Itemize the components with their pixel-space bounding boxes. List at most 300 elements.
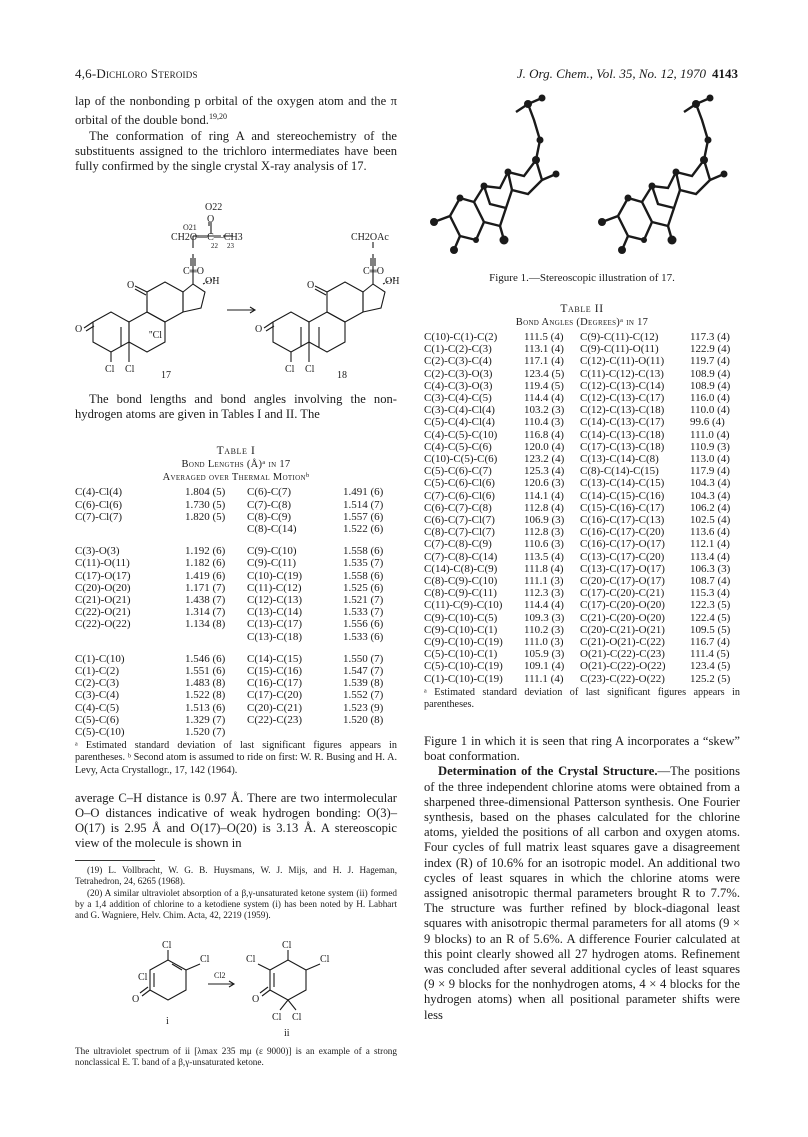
angle-left: C(7)-C(8)-C(9) — [424, 538, 492, 551]
label-cl7-17: ''Cl — [149, 330, 163, 341]
length-left: 1.804 (5) — [185, 486, 226, 499]
value-right: 108.9 (4) — [690, 367, 731, 380]
value-right: 122.3 (5) — [690, 599, 731, 612]
value-left: 113.5 (4) — [524, 550, 564, 563]
value-right: 113.0 (4) — [690, 453, 730, 466]
label-carbonyl-18: C═O — [363, 266, 384, 277]
angle-right: O(21)-C(22)-C(23) — [580, 648, 665, 661]
value-right: 102.5 (4) — [690, 514, 731, 527]
length-right: 1.525 (6) — [343, 581, 384, 594]
table-row — [424, 636, 740, 648]
angle-left: C(5)-C(10)-C(1) — [424, 648, 498, 661]
bond-right: C(13)-C(17) — [247, 618, 302, 631]
paragraph-crystal-structure: Determination of the Crystal Structure.—The positions of the three independent chlorine atoms were obtained from a sharpened three-dimensional Patterson synthesis. One Fourier synthesis, based on the phases calculated for the chlorine atoms, yielded the positions of all carbon and oxygen atoms. Four cycles of full matrix least squares gave a disagreement index (R) of 10.6% for an isotropic model. An additional two cycles of least squares in which the chlorine atoms were assigned anisotropic thermal parameters brought R to 7.7%. The structure was further refined by block-diagonal least squares with anisotropic thermal parameters for all atoms (9 × 9 blocks) to an R of 5.6%. A difference Fourier calculated at this point clearly showed all 27 hydrogen atoms. Refinement was concluded after several additional cycles of least squares (9 × 9 blocks for the nonhydrogen atoms, 4 × 4 blocks for the hydrogen atoms) when all positional parameter shifts were less — [424, 764, 741, 1022]
label-ch2o-group: CH2O—C—CH3 — [171, 232, 243, 243]
length-right: 1.533 (7) — [343, 606, 384, 619]
length-right: 1.539 (8) — [343, 677, 384, 690]
table-row — [75, 631, 397, 643]
label-ch2oac: CH2OAc — [351, 232, 389, 243]
value-left: 111.1 (3) — [524, 575, 564, 588]
value-right: 122.9 (4) — [690, 343, 731, 356]
value-left: 110.6 (3) — [524, 538, 564, 551]
length-right: 1.520 (8) — [343, 713, 384, 726]
ii-cl-bottom-a: Cl — [272, 1012, 282, 1023]
length-left: 1.520 (7) — [185, 726, 226, 739]
value-left: 119.4 (5) — [524, 379, 564, 392]
angle-left: C(14)-C(8)-C(9) — [424, 562, 498, 575]
ii-cl-right: Cl — [320, 954, 330, 965]
length-left: 1.329 (7) — [185, 713, 226, 726]
angle-right: C(17)-C(20)-O(20) — [580, 599, 665, 612]
table-row — [424, 660, 740, 672]
value-right: 99.6 (4) — [690, 416, 725, 429]
value-left: 111.8 (4) — [524, 562, 564, 575]
length-right: 1.557 (6) — [343, 510, 384, 523]
angle-left: C(1)-C(2)-C(3) — [424, 343, 492, 356]
value-right: 110.0 (4) — [690, 404, 730, 417]
table2-title: Bond Angles (Degrees)ᵃ in 17 — [515, 317, 649, 328]
label-cl6-17: Cl — [125, 364, 135, 375]
value-left: 120.6 (3) — [524, 477, 565, 490]
value-left: 112.8 (3) — [524, 526, 564, 539]
bond-right: C(16)-C(17) — [247, 677, 302, 690]
angle-right: C(16)-C(17)-C(13) — [580, 514, 665, 527]
value-right: 109.5 (5) — [690, 623, 731, 636]
length-left: 1.730 (5) — [185, 498, 226, 511]
value-left: 114.1 (4) — [524, 489, 564, 502]
value-right: 116.0 (4) — [690, 392, 730, 405]
value-right: 111.4 (5) — [690, 648, 730, 661]
i-cl-left: Cl — [138, 972, 148, 983]
table-row — [424, 429, 740, 441]
length-right: 1.535 (7) — [343, 557, 384, 570]
angle-right: C(12)-C(13)-C(14) — [580, 379, 665, 392]
table-row — [75, 511, 397, 523]
label-carbonyl-17: C═O — [183, 266, 204, 277]
table1-subtitle: Averaged over Thermal Motionᵇ — [162, 472, 310, 484]
length-left: 1.419 (6) — [185, 569, 226, 582]
angle-right: C(13)-C(17)-C(20) — [580, 550, 665, 563]
angle-left: C(8)-C(9)-C(10) — [424, 575, 498, 588]
reference-20: (20) A similar ultraviolet absorption of a β,γ-unsaturated ketone system (ii) formed by a 1,4 addition of chlorine to a ketodiene system (i) has been noted by H. Labhart and G. Wagniere, Helv. Chim. Acta, 42, 2219 (1959). — [75, 887, 397, 920]
angle-right: C(11)-C(12)-C(13) — [580, 367, 664, 380]
value-right: 104.3 (4) — [690, 477, 731, 490]
angle-right: C(14)-C(15)-C(16) — [580, 489, 665, 502]
label-o22: O22 — [205, 202, 223, 213]
angle-left: C(8)-C(7)-Cl(7) — [424, 526, 495, 539]
value-right: 112.1 (4) — [690, 538, 730, 551]
bond-right: C(8)-C(9) — [247, 510, 291, 523]
angle-left: C(6)-C(7)-Cl(7) — [424, 514, 495, 527]
table-row — [424, 343, 740, 355]
table-row — [424, 416, 740, 428]
value-right: 113.4 (4) — [690, 550, 730, 563]
bond-right: C(13)-C(14) — [247, 606, 302, 619]
bond-right: C(11)-C(12) — [247, 581, 302, 594]
table-row — [424, 612, 740, 624]
table-spacer — [75, 535, 397, 545]
label-cl4-18: Cl — [285, 364, 295, 375]
length-right: 1.523 (9) — [343, 701, 384, 714]
table-row — [75, 702, 397, 714]
bond-right: C(12)-C(13) — [247, 594, 302, 607]
value-left: 105.9 (3) — [524, 648, 565, 661]
angle-left: C(6)-C(7)-C(8) — [424, 501, 492, 514]
table-row — [424, 392, 740, 404]
bond-left — [75, 631, 185, 643]
value-right: 123.4 (5) — [690, 660, 731, 673]
section-heading: Determination of the Crystal Structure. — [438, 764, 658, 779]
length-left: 1.483 (8) — [185, 677, 226, 690]
value-right: 117.9 (4) — [690, 465, 730, 478]
table2-block — [424, 302, 740, 711]
angle-right: C(14)-C(13)-C(17) — [580, 416, 665, 429]
value-left: 116.8 (4) — [524, 428, 564, 441]
angle-left: C(4)-C(5)-C(10) — [424, 428, 498, 441]
bond-left: C(4)-C(5) — [75, 701, 119, 714]
value-left: 120.0 (4) — [524, 440, 565, 453]
value-right: 115.3 (4) — [690, 587, 730, 600]
value-right: 111.0 (4) — [690, 428, 730, 441]
length-left: 1.134 (8) — [185, 618, 226, 631]
table-spacer — [75, 643, 397, 653]
bond-left: C(1)-C(2) — [75, 665, 119, 678]
value-left: 111.5 (4) — [524, 331, 564, 343]
bond-right: C(10)-C(19) — [247, 569, 302, 582]
length-left: 1.182 (6) — [185, 557, 226, 570]
angle-right: C(15)-C(16)-C(17) — [580, 501, 665, 514]
table-row — [75, 570, 397, 582]
compound-ii-label: ii — [284, 1028, 290, 1039]
angle-right: O(21)-C(22)-O(22) — [580, 660, 666, 673]
figure1-caption: Figure 1.—Stereoscopic illustration of 17. — [489, 272, 675, 284]
bond-left: C(21)-O(21) — [75, 594, 131, 607]
label-oh-18: OH — [385, 276, 400, 287]
angle-left: C(5)-C(4)-Cl(4) — [424, 416, 495, 429]
table-row — [424, 490, 740, 502]
table-row — [75, 557, 397, 569]
angle-right: C(17)-C(20)-C(21) — [580, 587, 665, 600]
length-right: 1.533 (6) — [343, 630, 384, 643]
bond-left: C(3)-C(4) — [75, 689, 119, 702]
label-23: 23 — [227, 242, 234, 250]
table-row — [75, 726, 397, 738]
left-column-lower — [75, 392, 397, 921]
table-row — [424, 526, 740, 538]
value-right: 117.3 (4) — [690, 331, 730, 343]
angle-right: C(9)-C(11)-O(11) — [580, 343, 659, 356]
bond-right: C(20)-C(21) — [247, 701, 302, 714]
angle-right: C(8)-C(14)-C(15) — [580, 465, 659, 478]
angle-left: C(9)-C(10)-C(1) — [424, 623, 498, 636]
value-left: 113.1 (4) — [524, 343, 564, 356]
bond-left: C(5)-C(10) — [75, 726, 125, 739]
value-right: 106.3 (3) — [690, 562, 731, 575]
paragraph-bond-lengths: The bond lengths and bond angles involving the non-hydrogen atoms are given in Tables I and II. The — [75, 392, 397, 422]
bond-left: C(2)-C(3) — [75, 677, 119, 690]
label-cl4-17: Cl — [105, 364, 115, 375]
length-left: 1.171 (7) — [185, 581, 226, 594]
length-left — [185, 523, 247, 535]
i-cl-top: Cl — [162, 940, 172, 951]
table1-title: Bond Lengths (Å)ᵃ in 17 — [181, 459, 291, 471]
label-cl6-18: Cl — [305, 364, 315, 375]
length-right — [343, 726, 397, 738]
length-left: 1.551 (6) — [185, 665, 226, 678]
angle-right: C(12)-C(11)-O(11) — [580, 355, 665, 368]
bond-left: C(20)-O(20) — [75, 581, 131, 594]
angle-left: C(9)-C(10)-C(5) — [424, 611, 498, 624]
value-right: 119.7 (4) — [690, 355, 730, 368]
length-right: 1.522 (6) — [343, 523, 384, 536]
table-row — [424, 355, 740, 367]
value-right: 113.6 (4) — [690, 526, 730, 539]
value-right: 104.3 (4) — [690, 489, 731, 502]
length-left: 1.546 (6) — [185, 652, 226, 665]
table-row — [424, 404, 740, 416]
bond-right: C(22)-C(23) — [247, 713, 302, 726]
journal-name: J. Org. Chem., Vol. 35, No. 12, 1970 — [516, 66, 706, 81]
value-right: 108.7 (4) — [690, 575, 731, 588]
bond-left: C(22)-O(21) — [75, 606, 131, 619]
table2-caption: Table II — [560, 303, 604, 315]
table-row — [75, 665, 397, 677]
angle-left: C(11)-C(9)-C(10) — [424, 599, 503, 612]
table2-bond-angles — [424, 331, 740, 685]
length-left: 1.820 (5) — [185, 510, 226, 523]
length-right: 1.558 (6) — [343, 569, 384, 582]
angle-right: C(12)-C(13)-C(18) — [580, 404, 665, 417]
value-left: 110.4 (3) — [524, 416, 564, 429]
table-row — [424, 465, 740, 477]
length-left: 1.438 (7) — [185, 594, 226, 607]
value-right: 116.7 (4) — [690, 636, 730, 649]
i-oxygen: O — [132, 994, 140, 1005]
angle-right: C(14)-C(13)-C(18) — [580, 428, 665, 441]
length-right: 1.550 (7) — [343, 652, 384, 665]
table-row — [75, 486, 397, 498]
angle-left: C(9)-C(10)-C(19) — [424, 636, 503, 649]
uv-spectrum-note: The ultraviolet spectrum of ii [λmax 235 mμ (ε 9000)] is an example of a strong nonclassical E. T. band of a β,γ-unsaturated ketone. — [75, 1046, 397, 1067]
bond-right: C(17)-C(20) — [247, 689, 302, 702]
bond-right: C(14)-C(15) — [247, 652, 302, 665]
bond-right: C(6)-C(7) — [247, 486, 291, 499]
angle-left: C(5)-C(6)-Cl(6) — [424, 477, 495, 490]
angle-right: C(12)-C(13)-C(17) — [580, 392, 665, 405]
table-row — [424, 551, 740, 563]
bond-right: C(13)-C(18) — [247, 630, 302, 643]
angle-right: C(16)-C(17)-O(17) — [580, 538, 665, 551]
value-left: 125.3 (4) — [524, 465, 565, 478]
page-number: 4143 — [712, 66, 738, 81]
angle-right: C(23)-C(22)-O(22) — [580, 672, 665, 685]
table-row — [424, 477, 740, 489]
angle-left: C(2)-C(3)-O(3) — [424, 367, 493, 380]
table-row — [424, 502, 740, 514]
angle-left: C(10)-C(1)-C(2) — [424, 331, 498, 343]
length-right: 1.521 (7) — [343, 594, 384, 607]
length-right: 1.514 (7) — [343, 498, 384, 511]
table-row — [424, 575, 740, 587]
table-row — [424, 441, 740, 453]
length-right: 1.556 (6) — [343, 618, 384, 631]
table-row — [424, 514, 740, 526]
table-row — [424, 599, 740, 611]
angle-left: C(8)-C(9)-C(11) — [424, 587, 497, 600]
stereo-view-right — [602, 98, 724, 250]
label-o21: O21 — [183, 223, 197, 232]
value-left: 123.2 (4) — [524, 453, 565, 466]
paragraph-hydrogen-bonding: average C–H distance is 0.97 Å. There are two intermolecular O–O distances indicative of weak hydrogen bonding: O(3)–O(17) is 2.95 Å and O(17)–O(20) is 3.13 Å. A stereoscopic view of the molecule is shown in — [75, 790, 397, 851]
length-left: 1.513 (6) — [185, 701, 226, 714]
angle-right: C(21)-O(21)-C(22) — [580, 636, 665, 649]
value-left: 112.3 (3) — [524, 587, 564, 600]
value-right: 108.9 (4) — [690, 379, 731, 392]
bond-left: C(11)-O(11) — [75, 557, 130, 570]
angle-left: C(3)-C(4)-Cl(4) — [424, 404, 495, 417]
value-left: 114.4 (4) — [524, 599, 564, 612]
label-o: O — [207, 214, 215, 225]
paragraph-conformation: The conformation of ring A and stereochemistry of the substituents assigned to the trichloro intermediates have been fully confirmed by the single crystal X-ray analysis of 17. — [75, 128, 397, 173]
table2-footnote: ᵃ Estimated standard deviation of last significant figures appears in parentheses. — [424, 686, 740, 711]
table-row — [75, 618, 397, 630]
table-row — [75, 689, 397, 701]
value-right: 125.2 (5) — [690, 672, 731, 685]
table-row — [424, 368, 740, 380]
bond-left: C(17)-O(17) — [75, 569, 131, 582]
label-oh-17: OH — [205, 276, 220, 287]
angle-right: C(17)-C(13)-C(18) — [580, 440, 665, 453]
table-row — [75, 499, 397, 511]
value-left: 123.4 (5) — [524, 367, 565, 380]
angle-left: C(5)-C(6)-C(7) — [424, 465, 492, 478]
length-left: 1.314 (7) — [185, 606, 226, 619]
label-o11-18: O — [307, 280, 315, 291]
reaction-scheme-17-18 — [75, 196, 405, 382]
table-row — [75, 594, 397, 606]
table-row — [75, 545, 397, 557]
bond-left: C(1)-C(10) — [75, 652, 125, 665]
table-row — [424, 380, 740, 392]
value-left: 109.1 (4) — [524, 660, 565, 673]
angle-right: C(13)-C(17)-O(17) — [580, 562, 665, 575]
angle-left: C(4)-C(5)-C(6) — [424, 440, 492, 453]
reference-19: (19) L. Vollbracht, W. G. B. Huysmans, W. J. Mijs, and H. J. Hageman, Tetrahedron, 24, 6265 (1968). — [75, 864, 397, 886]
table-row — [424, 453, 740, 465]
label-o3-18: O — [255, 324, 263, 335]
value-left: 111.0 (3) — [524, 636, 564, 649]
bond-right: C(15)-C(16) — [247, 665, 302, 678]
paragraph-orbital: lap of the nonbonding p orbital of the oxygen atom and the π orbital of the double bond.$^{19,20}$ — [75, 94, 397, 128]
angle-right: C(20)-C(21)-O(21) — [580, 623, 665, 636]
stereoscopic-figure — [424, 90, 740, 266]
bond-right: C(8)-C(14) — [247, 523, 297, 536]
length-right: 1.491 (6) — [343, 486, 384, 499]
bond-right: C(7)-C(8) — [247, 498, 291, 511]
footnote-ref: 19,20 — [208, 112, 227, 122]
table-row — [75, 653, 397, 665]
table-row — [424, 648, 740, 660]
value-right: 106.2 (4) — [690, 501, 731, 514]
table1-caption: Table I — [216, 445, 256, 458]
bond-left: C(6)-Cl(6) — [75, 498, 123, 511]
bond-left: C(7)-Cl(7) — [75, 510, 123, 523]
table-row — [424, 587, 740, 599]
angle-left: C(1)-C(10)-C(19) — [424, 672, 503, 685]
length-right: 1.558 (6) — [343, 545, 384, 558]
angle-right: C(9)-C(11)-C(12) — [580, 331, 659, 343]
compound-number-18: 18 — [337, 370, 347, 381]
paragraph-skew-boat: Figure 1 in which it is seen that ring A incorporates a “skew” boat conformation. — [424, 734, 740, 764]
length-left — [185, 631, 247, 643]
left-column — [75, 94, 397, 174]
angle-left: C(7)-C(6)-Cl(6) — [424, 489, 495, 502]
compound-number-17: 17 — [161, 370, 171, 381]
value-left: 111.1 (4) — [524, 672, 564, 685]
value-left: 112.8 (4) — [524, 501, 564, 514]
ii-cl-bottom-b: Cl — [292, 1012, 302, 1023]
table-row — [75, 582, 397, 594]
bond-left: C(4)-Cl(4) — [75, 486, 123, 499]
bond-left — [75, 523, 185, 535]
angle-right: C(13)-C(14)-C(8) — [580, 453, 659, 466]
table-row — [75, 677, 397, 689]
angle-right: C(20)-C(17)-O(17) — [580, 575, 665, 588]
bond-left: C(22)-O(22) — [75, 618, 131, 631]
bond-right: C(9)-C(11) — [247, 557, 297, 570]
ii-cl-left: Cl — [246, 954, 256, 965]
table-row — [424, 673, 740, 685]
angle-left: C(5)-C(10)-C(19) — [424, 660, 503, 673]
value-left: 110.2 (3) — [524, 623, 564, 636]
journal-citation — [517, 66, 738, 82]
table-row — [424, 538, 740, 550]
length-right: 1.552 (7) — [343, 689, 384, 702]
angle-left: C(4)-C(3)-O(3) — [424, 379, 493, 392]
table-row — [424, 624, 740, 636]
length-left: 1.522 (8) — [185, 689, 226, 702]
value-left: 106.9 (3) — [524, 514, 565, 527]
bond-right: C(9)-C(10) — [247, 545, 297, 558]
running-title: 4,6-Dichloro Steroids — [75, 66, 198, 81]
bond-left: C(3)-O(3) — [75, 545, 120, 558]
i-cl-right: Cl — [200, 954, 210, 965]
angle-right: C(16)-C(17)-C(20) — [580, 526, 665, 539]
label-o3-17: O — [75, 324, 83, 335]
compound-i-label: i — [166, 1016, 169, 1027]
ii-oxygen: O — [252, 994, 260, 1005]
value-left: 117.1 (4) — [524, 355, 564, 368]
label-22: 22 — [211, 242, 218, 250]
table-row — [75, 606, 397, 618]
length-right: 1.547 (7) — [343, 665, 384, 678]
angle-left: C(2)-C(3)-C(4) — [424, 355, 492, 368]
right-column-text — [424, 734, 740, 1023]
bond-left: C(5)-C(6) — [75, 713, 119, 726]
angle-left: C(7)-C(8)-C(14) — [424, 550, 498, 563]
bond-right — [247, 726, 343, 738]
reagent-cl2: Cl2 — [214, 971, 226, 980]
table1-footnote: ᵃ Estimated standard deviation of last significant figures appears in parentheses. ᵇ Second atom is assumed to ride on first: W. R. Busing and H. A. Levy, Acta Crystallogr., 17, 142 (1964). — [75, 740, 397, 776]
value-right: 122.4 (5) — [690, 611, 731, 624]
angle-right: C(13)-C(14)-C(15) — [580, 477, 665, 490]
table1-bond-lengths — [75, 486, 397, 738]
table-row — [75, 714, 397, 726]
value-left: 103.2 (3) — [524, 404, 565, 417]
label-o11-17: O — [127, 280, 135, 291]
angle-right: C(21)-C(20)-O(20) — [580, 611, 665, 624]
angle-left: C(3)-C(4)-C(5) — [424, 392, 492, 405]
